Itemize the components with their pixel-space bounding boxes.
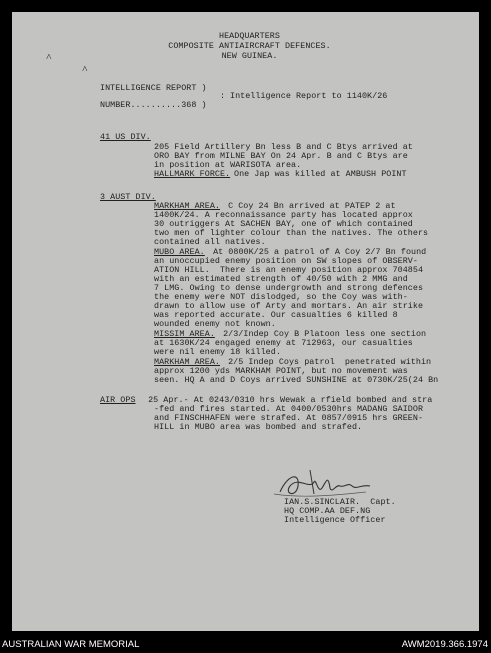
paragraph-line: 7 LMG. Owing to dense undergrowth and strong defences <box>154 283 424 293</box>
signatory-name: IAN.S.SINCLAIR. Capt. <box>284 497 396 507</box>
paragraph-line: 205 Field Artillery Bn less B and C Btys arrived at <box>154 142 413 152</box>
paragraph-line: drawn to allow use of Arty and mortars. An air strike <box>154 301 424 311</box>
paragraph-line: and FINSCHHAFEN were strafed. At 0857/0915 hrs GREEN- <box>154 413 424 423</box>
section-heading-air-ops: AIR OPS <box>100 395 136 405</box>
paragraph-line: ORO BAY from MILNE BAY On 24 Apr. B and C Btys are <box>154 151 408 161</box>
signatory-title: Intelligence Officer <box>284 515 386 525</box>
footer-credit: AUSTRALIAN WAR MEMORIAL <box>2 639 140 650</box>
paragraph-line: 2/5 Indep Coys patrol penetrated within <box>223 357 432 367</box>
paragraph-line: were nil enemy 18 killed. <box>154 347 281 357</box>
paragraph-line: One Jap was killed at AMBUSH POINT <box>234 169 407 179</box>
paragraph-line: 30 outriggers At SACHEN BAY, one of which contained <box>154 219 413 229</box>
paragraph-line: the enemy were NOT dislodged, so the Coy was with- <box>154 292 408 302</box>
punch-mark: ˄ <box>46 52 52 63</box>
footer-catalogue-id: AWM2019.366.1974 <box>401 639 488 650</box>
header-line-3: NEW GUINEA. <box>221 51 278 61</box>
paragraph-line: an unoccupied enemy position on SW slopes of OBSERV- <box>154 256 418 266</box>
paragraph-line: in position at WARISOTA area. <box>154 160 302 170</box>
paragraph-line: ATION HILL. There is an enemy position approx 704854 <box>154 265 424 275</box>
paragraph-line: C Coy 24 Bn arrived at PATEP 2 at <box>223 201 396 211</box>
subsection-label: MUBO AREA. <box>154 247 205 257</box>
paragraph-line: was reported accurate. Our casualties 6 killed 8 <box>154 310 398 320</box>
paragraph-line: approx 1200 yds MARKHAM POINT, but no movement was <box>154 366 408 376</box>
paragraph-line: wounded enemy not known. <box>154 319 276 329</box>
header-line-1: HEADQUARTERS <box>219 31 280 41</box>
paragraph-line: At 0800K/25 a patrol of A Coy 2/7 Bn found <box>208 247 427 257</box>
paragraph-line: 1400K/24. A reconnaissance party has located approx <box>154 210 413 220</box>
report-label-1: INTELLIGENCE REPORT ) <box>100 83 207 93</box>
report-label-2: NUMBER..........368 ) <box>100 100 207 110</box>
paragraph-line: seen. HQ A and D Coys arrived SUNSHINE at 0730K/25(24 Bn <box>154 375 439 385</box>
subsection-label: MARKHAM AREA. <box>154 357 220 367</box>
report-title: Intelligence Report to 1140K/26 <box>230 91 388 101</box>
section-heading-41-us-div: 41 US DIV. <box>100 132 151 142</box>
paragraph-line: HILL in MUBO area was bombed and strafed. <box>154 422 363 432</box>
subsection-label: MISSIM AREA. <box>154 329 215 339</box>
section-heading-3-aust-div: 3 AUST DIV. <box>100 192 156 202</box>
subsection-label: MARKHAM AREA. <box>154 201 220 211</box>
paragraph-line: with an estimated strength of 40/50 with 2 MMG and <box>154 274 408 284</box>
paragraph-line: -fed and fires started. At 0400/0530hrs MADANG SAIDOR <box>154 404 424 414</box>
header-line-2: COMPOSITE ANTIAIRCRAFT DEFENCES. <box>168 41 331 51</box>
paragraph-line: at 1630K/24 engaged enemy at 712963, our casualties <box>154 338 413 348</box>
signatory-unit: HQ COMP.AA DEF.NG <box>284 506 371 516</box>
punch-mark: ˄ <box>82 64 88 75</box>
footer-bar <box>0 636 491 653</box>
paragraph-line: 25 Apr.- At 0243/0310 hrs Wewak a rfield bombed and stra <box>143 395 433 405</box>
paragraph-line: contained all natives. <box>154 237 266 247</box>
report-colon: : <box>220 91 226 101</box>
paragraph-line: 2/3/Indep Coy B Platoon less one section <box>218 329 427 339</box>
subsection-label: HALLMARK FORCE. <box>154 169 231 179</box>
paragraph-line: two men of lighter colour than the natives. The others <box>154 228 429 238</box>
document-page <box>12 12 479 631</box>
